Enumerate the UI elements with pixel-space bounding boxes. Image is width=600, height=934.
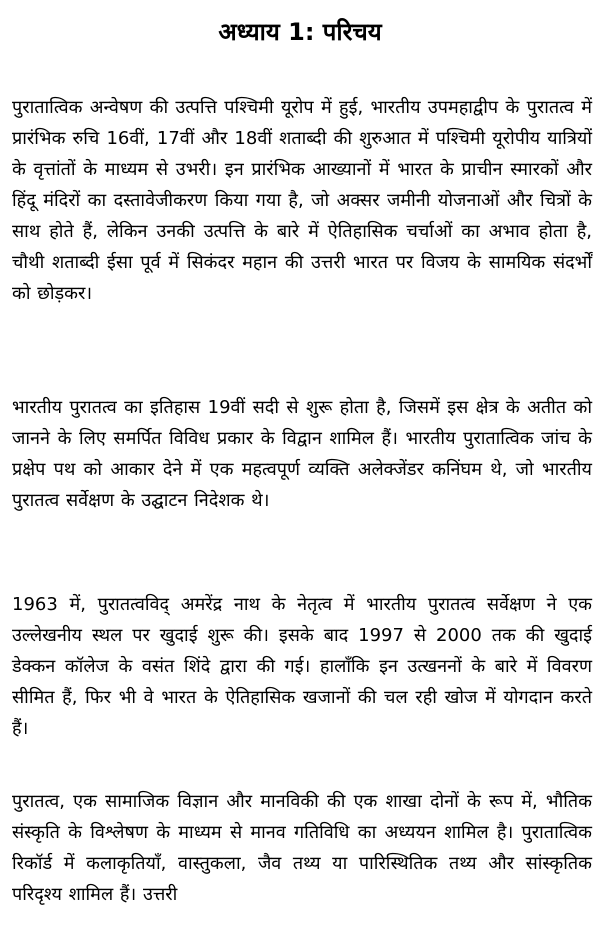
chapter-title: अध्याय 1: परिचय: [218, 18, 382, 46]
paragraph-excavation: 1963 में, पुरातत्वविद् अमरेंद्र नाथ के नेतृत्व में भारतीय पुरातत्व सर्वेक्षण ने एक उल्लेखनीय स्थल पर खुदाई शुरू की। इसके बाद 1997 से 2000 तक की खुदाई डेक्कन कॉलेज के वसंत शिंदे द्वारा की गई। हालाँकि इन उत्खननों के बारे में विवरण सीमित हैं, फिर भी वे भारत के ऐतिहासिक खजानों की चल रही खोज में योगदान करते हैं।: [12, 594, 592, 739]
paragraph-origins: पुरातात्विक अन्वेषण की उत्पत्ति पश्चिमी यूरोप में हुई, भारतीय उपमहाद्वीप के पुरातत्व में प्रारंभिक रुचि 16वीं, 17वीं और 18वीं शताब्दी की शुरुआत में पश्चिमी यूरोपीय यात्रियों के वृत्तांतों के माध्यम से उभरी। इन प्रारंभिक आख्यानों में भारत के प्राचीन स्मारकों और हिंदू मंदिरों का दस्तावेजीकरण किया गया है, जो अक्सर जमीनी योजनाओं और चित्रों के साथ होते हैं, लेकिन उनकी उत्पत्ति के बारे में ऐतिहासिक चर्चाओं का अभाव होता है, चौथी शताब्दी ईसा पूर्व में सिकंदर महान की उत्तरी भारत पर विजय के सामयिक संदर्भों को छोड़कर।: [12, 97, 592, 304]
paragraph-definition: पुरातत्व, एक सामाजिक विज्ञान और मानविकी की एक शाखा दोनों के रूप में, भौतिक संस्कृति के विश्लेषण के माध्यम से मानव गतिविधि का अध्ययन शामिल है। पुरातात्विक रिकॉर्ड में कलाकृतियाँ, वास्तुकला, जैव तथ्य या पारिस्थितिक तथ्य और सांस्कृतिक परिदृश्य शामिल हैं। उत्तरी: [12, 791, 592, 905]
paragraph-history: भारतीय पुरातत्व का इतिहास 19वीं सदी से शुरू होता है, जिसमें इस क्षेत्र के अतीत को जानने के लिए समर्पित विविध प्रकार के विद्वान शामिल हैं। भारतीय पुरातात्विक जांच के प्रक्षेप पथ को आकार देने में एक महत्वपूर्ण व्यक्ति अलेक्जेंडर कनिंघम थे, जो भारतीय पुरातत्व सर्वेक्षण के उद्घाटन निदेशक थे।: [12, 397, 592, 511]
